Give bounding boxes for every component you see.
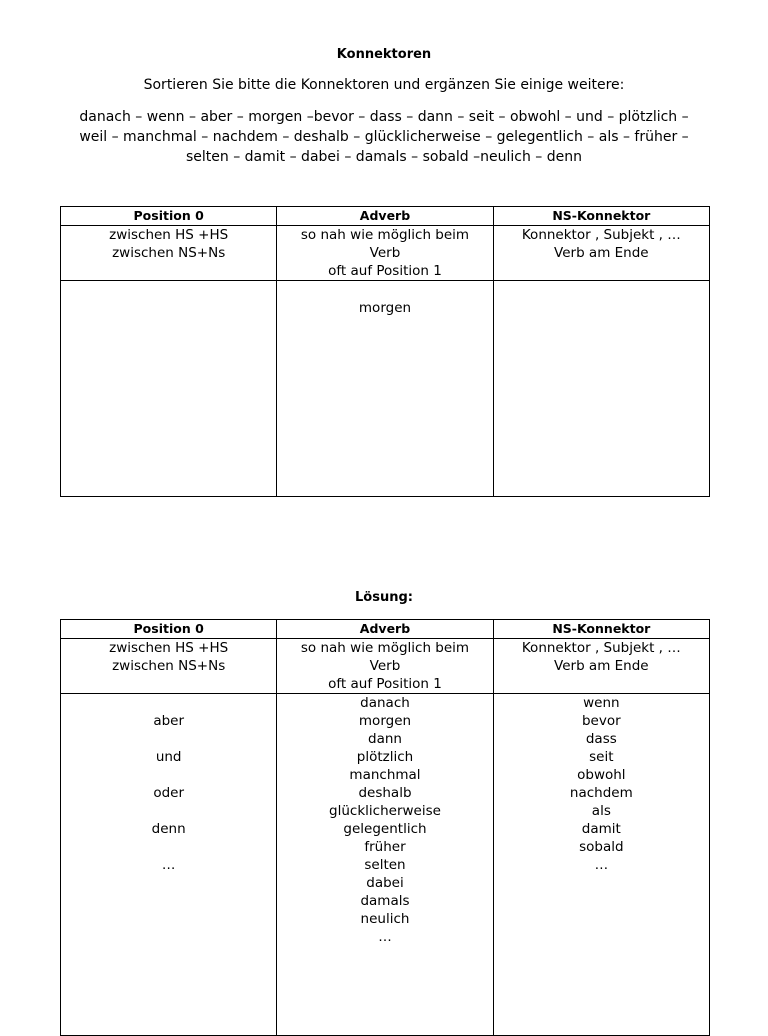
solution-word: damit bbox=[581, 821, 621, 837]
desc-line: so nah wie möglich beim bbox=[300, 227, 470, 243]
desc-line: Konnektor , Subjekt , … bbox=[521, 640, 681, 656]
solution-ns-konnektor bbox=[493, 694, 709, 1036]
desc-line: oft auf Position 1 bbox=[328, 263, 442, 279]
solution-word: … bbox=[594, 857, 609, 873]
solution-word: sobald bbox=[579, 839, 624, 855]
solution-word: bevor bbox=[581, 713, 621, 729]
word-line: danach – wenn – aber – morgen –bevor – dass – dann – seit – obwohl – und – plötzlich – bbox=[79, 109, 689, 125]
header-ns-konnektor: NS-Konnektor bbox=[493, 620, 709, 639]
solution-position0 bbox=[61, 694, 277, 1036]
solution-word: deshalb bbox=[358, 785, 412, 801]
header-adverb: Adverb bbox=[277, 620, 493, 639]
desc-line: zwischen HS +HS bbox=[109, 227, 229, 243]
desc-line: Verb am Ende bbox=[554, 658, 649, 674]
solution-word: wenn bbox=[583, 695, 620, 711]
desc-adverb bbox=[277, 639, 493, 694]
page-title: Konnektoren bbox=[336, 47, 432, 62]
desc-ns-konnektor bbox=[493, 639, 709, 694]
example-word: morgen bbox=[358, 300, 412, 316]
solution-word: … bbox=[161, 857, 176, 873]
desc-ns-konnektor bbox=[493, 226, 709, 281]
solution-word: damals bbox=[360, 893, 410, 909]
instruction-text: Sortieren Sie bitte die Konnektoren und ergänzen Sie einige weitere: bbox=[143, 77, 625, 93]
desc-line: Konnektor , Subjekt , … bbox=[521, 227, 681, 243]
desc-line: zwischen NS+Ns bbox=[112, 658, 226, 674]
answer-cell-position0[interactable] bbox=[61, 281, 277, 497]
solution-word: aber bbox=[153, 713, 185, 729]
desc-line: so nah wie möglich beim bbox=[300, 640, 470, 656]
solution-word: morgen bbox=[358, 713, 412, 729]
solution-word: gelegentlich bbox=[343, 821, 427, 837]
header-ns-konnektor: NS-Konnektor bbox=[493, 207, 709, 226]
desc-line: Verb bbox=[369, 245, 401, 261]
solution-adverb bbox=[277, 694, 493, 1036]
solution-word: glücklicherweise bbox=[329, 803, 441, 819]
desc-line: Verb am Ende bbox=[554, 245, 649, 261]
solution-table bbox=[60, 619, 710, 1036]
solution-word: obwohl bbox=[577, 767, 626, 783]
answer-cell-ns-konnektor[interactable] bbox=[493, 281, 709, 497]
solution-word: manchmal bbox=[349, 767, 421, 783]
solution-word: danach bbox=[360, 695, 410, 711]
desc-line: zwischen HS +HS bbox=[109, 640, 229, 656]
solution-word: denn bbox=[151, 821, 186, 837]
solution-word: dass bbox=[585, 731, 617, 747]
header-adverb: Adverb bbox=[277, 207, 493, 226]
answer-cell-adverb[interactable] bbox=[277, 281, 493, 497]
solution-title: Lösung: bbox=[355, 590, 413, 605]
header-position0: Position 0 bbox=[61, 620, 277, 639]
header-position0: Position 0 bbox=[61, 207, 277, 226]
word-line: selten – damit – dabei – damals – sobald –neulich – denn bbox=[186, 149, 582, 165]
desc-position0 bbox=[61, 639, 277, 694]
solution-word: neulich bbox=[360, 911, 410, 927]
solution-word: seit bbox=[589, 749, 614, 765]
desc-adverb bbox=[277, 226, 493, 281]
desc-position0 bbox=[61, 226, 277, 281]
solution-word: selten bbox=[364, 857, 406, 873]
desc-line: oft auf Position 1 bbox=[328, 676, 442, 692]
word-line: weil – manchmal – nachdem – deshalb – glücklicherweise – gelegentlich – als – früher – bbox=[79, 129, 689, 145]
desc-line: Verb bbox=[369, 658, 401, 674]
solution-word: dann bbox=[368, 731, 402, 747]
desc-line: zwischen NS+Ns bbox=[112, 245, 226, 261]
word-list bbox=[60, 107, 708, 167]
solution-word: als bbox=[591, 803, 611, 819]
solution-word: … bbox=[378, 929, 392, 945]
solution-word: dabei bbox=[366, 875, 404, 891]
solution-word: oder bbox=[153, 785, 184, 801]
solution-word: und bbox=[155, 749, 182, 765]
solution-word: plötzlich bbox=[356, 749, 414, 765]
exercise-table bbox=[60, 206, 710, 497]
solution-word: nachdem bbox=[569, 785, 633, 801]
solution-word: früher bbox=[364, 839, 406, 855]
